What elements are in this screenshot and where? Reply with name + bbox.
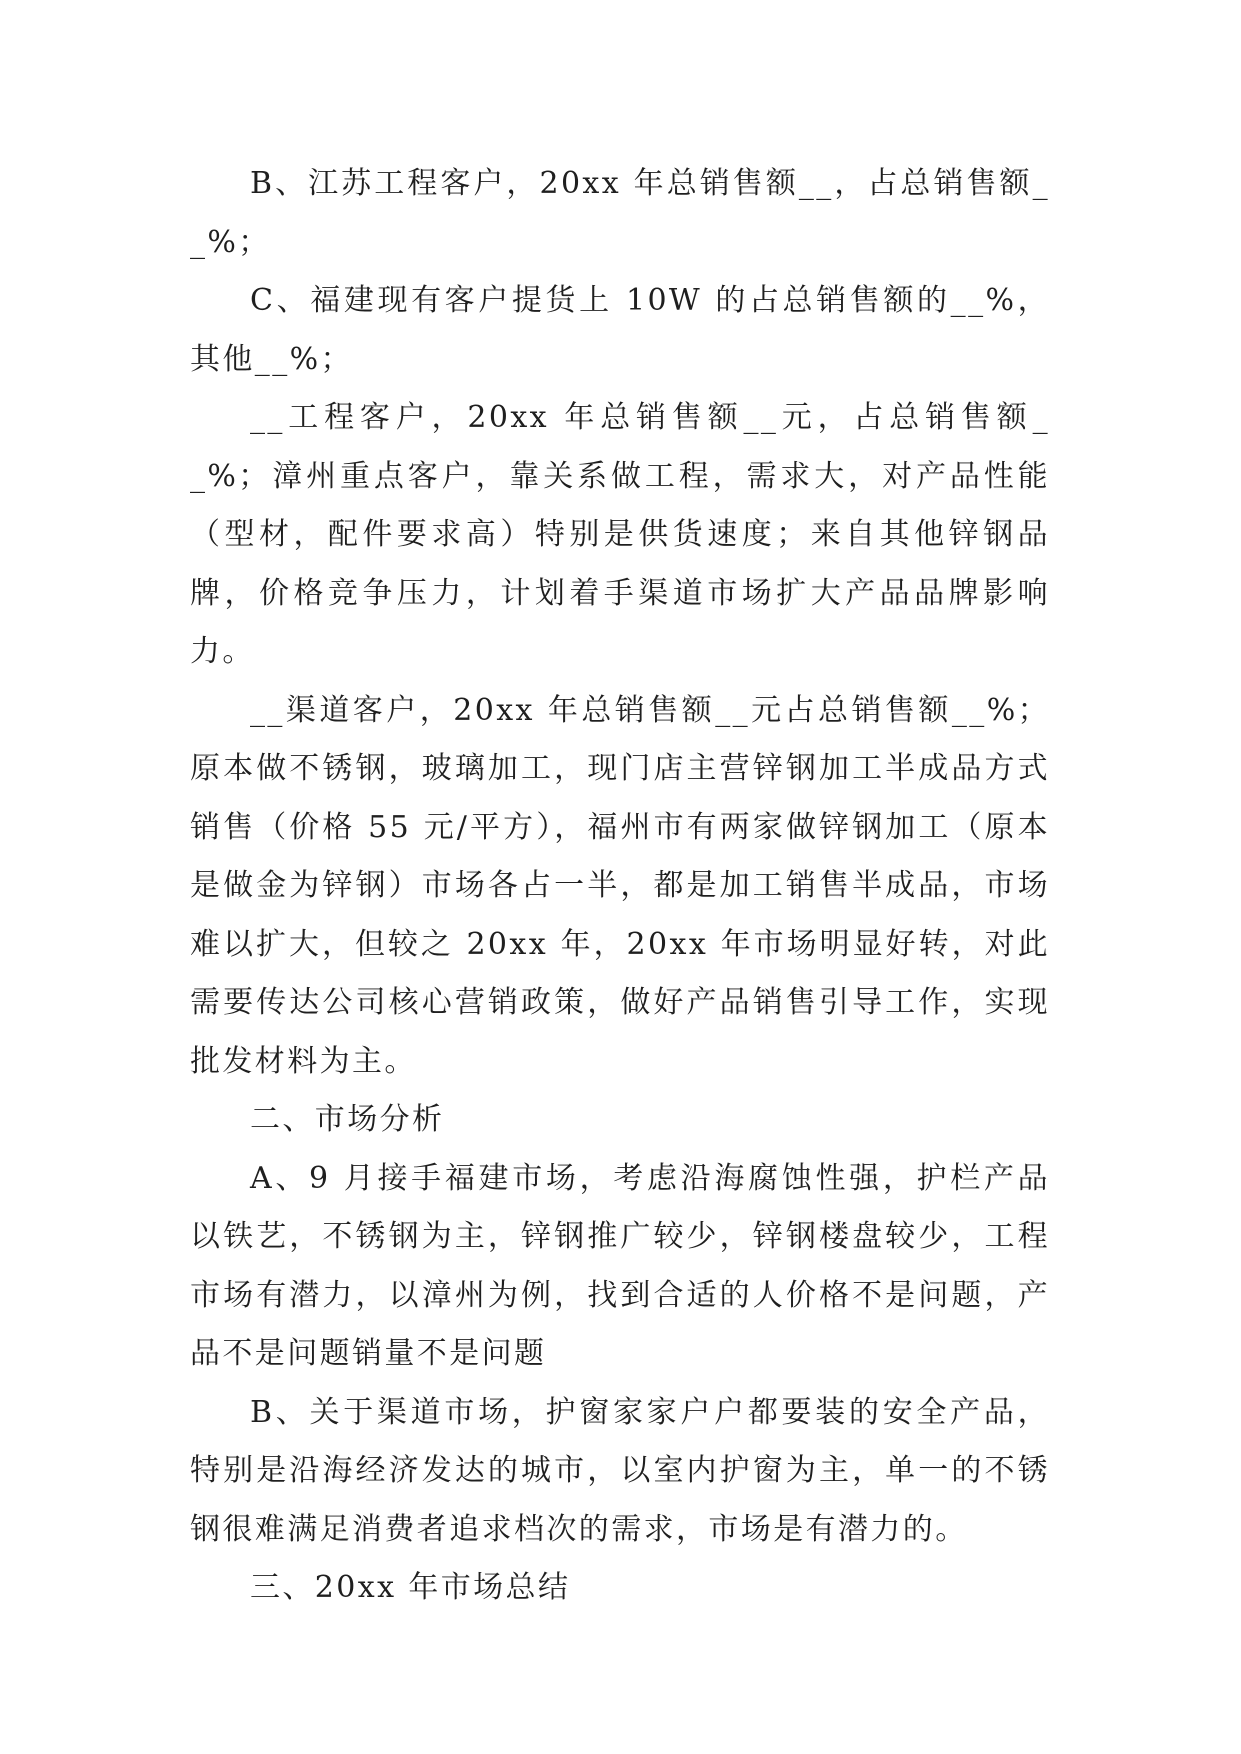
section-heading-market-summary: 三、20xx 年市场总结 — [250, 1570, 571, 1605]
document-body — [190, 155, 1050, 1618]
paragraph-jiangsu-customers: B、江苏工程客户，20xx 年总销售额__，占总销售额__%； — [190, 166, 1050, 260]
paragraph-market-analysis-b: B、关于渠道市场，护窗家家户户都要装的安全产品，特别是沿海经济发达的城市，以室内护窗为主，单一的不锈钢很难满足消费者追求档次的需求，市场是有潜力的。 — [190, 1394, 1050, 1547]
paragraph-market-analysis-a: A、9 月接手福建市场，考虑沿海腐蚀性强，护栏产品以铁艺，不锈钢为主，锌钢推广较少，锌钢楼盘较少，工程市场有潜力，以漳州为例，找到合适的人价格不是问题，产品不是问题销量不是问题 — [190, 1160, 1050, 1371]
paragraph-channel-customers: __渠道客户，20xx 年总销售额__元占总销售额__%；原本做不锈钢，玻璃加工，现门店主营锌钢加工半成品方式销售（价格 55 元/平方），福州市有两家做锌钢加工（原本是做金为锌钢）市场各占一半，都是加工销售半成品，市场难以扩大，但较之 20xx 年，20xx 年市场明显好转，对此需要传达公司核心营销政策，做好产品销售引导工作，实现批发材料为主。 — [190, 692, 1050, 1079]
paragraph-engineering-customers: __工程客户，20xx 年总销售额__元，占总销售额__%；漳州重点客户，靠关系做工程，需求大，对产品性能（型材，配件要求高）特别是供货速度；来自其他锌钢品牌，价格竞争压力，计划着手渠道市场扩大产品品牌影响力。 — [190, 400, 1050, 669]
paragraph-fujian-customers: C、福建现有客户提货上 10W 的占总销售额的__%，其他__%； — [190, 283, 1050, 377]
section-heading-market-analysis: 二、市场分析 — [250, 1102, 445, 1137]
